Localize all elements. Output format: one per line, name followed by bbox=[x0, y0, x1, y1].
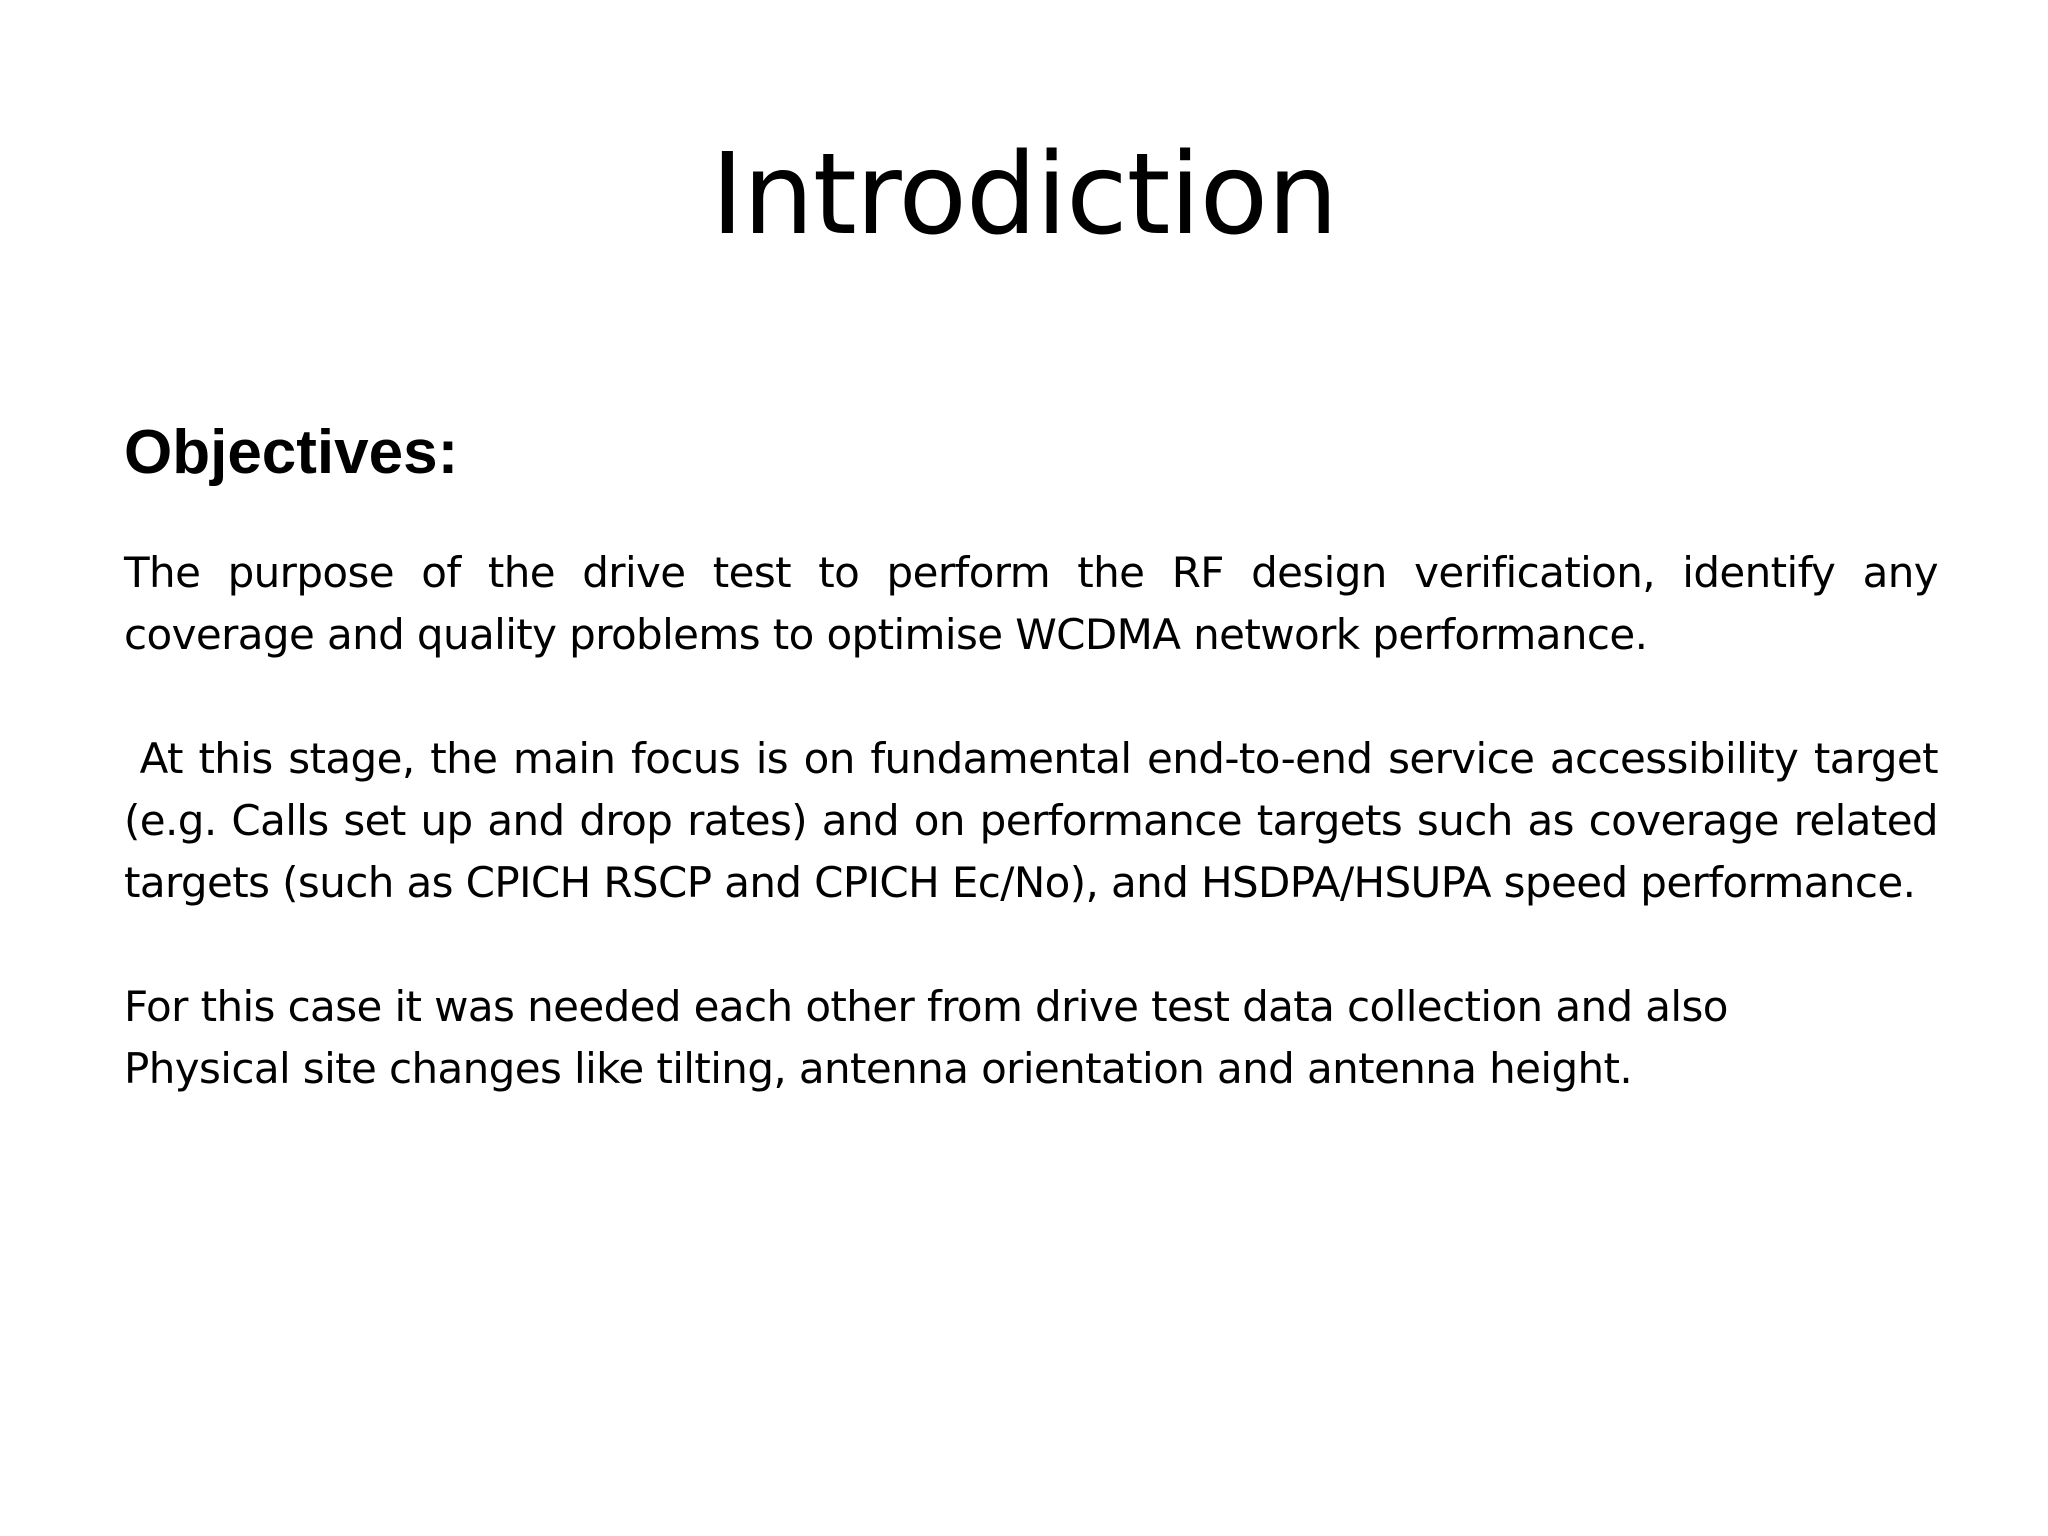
objectives-heading: Objectives: bbox=[124, 418, 459, 487]
paragraph-purpose: The purpose of the drive test to perform the RF design verification, identify any coverage and quality problems to optimise WCDMA network performance. bbox=[124, 548, 1938, 659]
paragraph-focus: At this stage, the main focus is on fundamental end-to-end service accessibility target (e.g. Calls set up and drop rates) and on performance targets such as coverage related targets (such as CPICH RSCP and CPICH Ec/No), and HSDPA/HSUPA speed performance. bbox=[124, 734, 1951, 907]
paragraph-case bbox=[124, 976, 1938, 1100]
paragraph-case-line-2: Physical site changes like tilting, antenna orientation and antenna height. bbox=[124, 1044, 1633, 1093]
slide-title: Introdiction bbox=[710, 130, 1338, 260]
slide-content bbox=[124, 408, 1951, 1100]
paragraph-case-line-1: For this case it was needed each other from drive test data collection and also bbox=[124, 982, 1728, 1031]
